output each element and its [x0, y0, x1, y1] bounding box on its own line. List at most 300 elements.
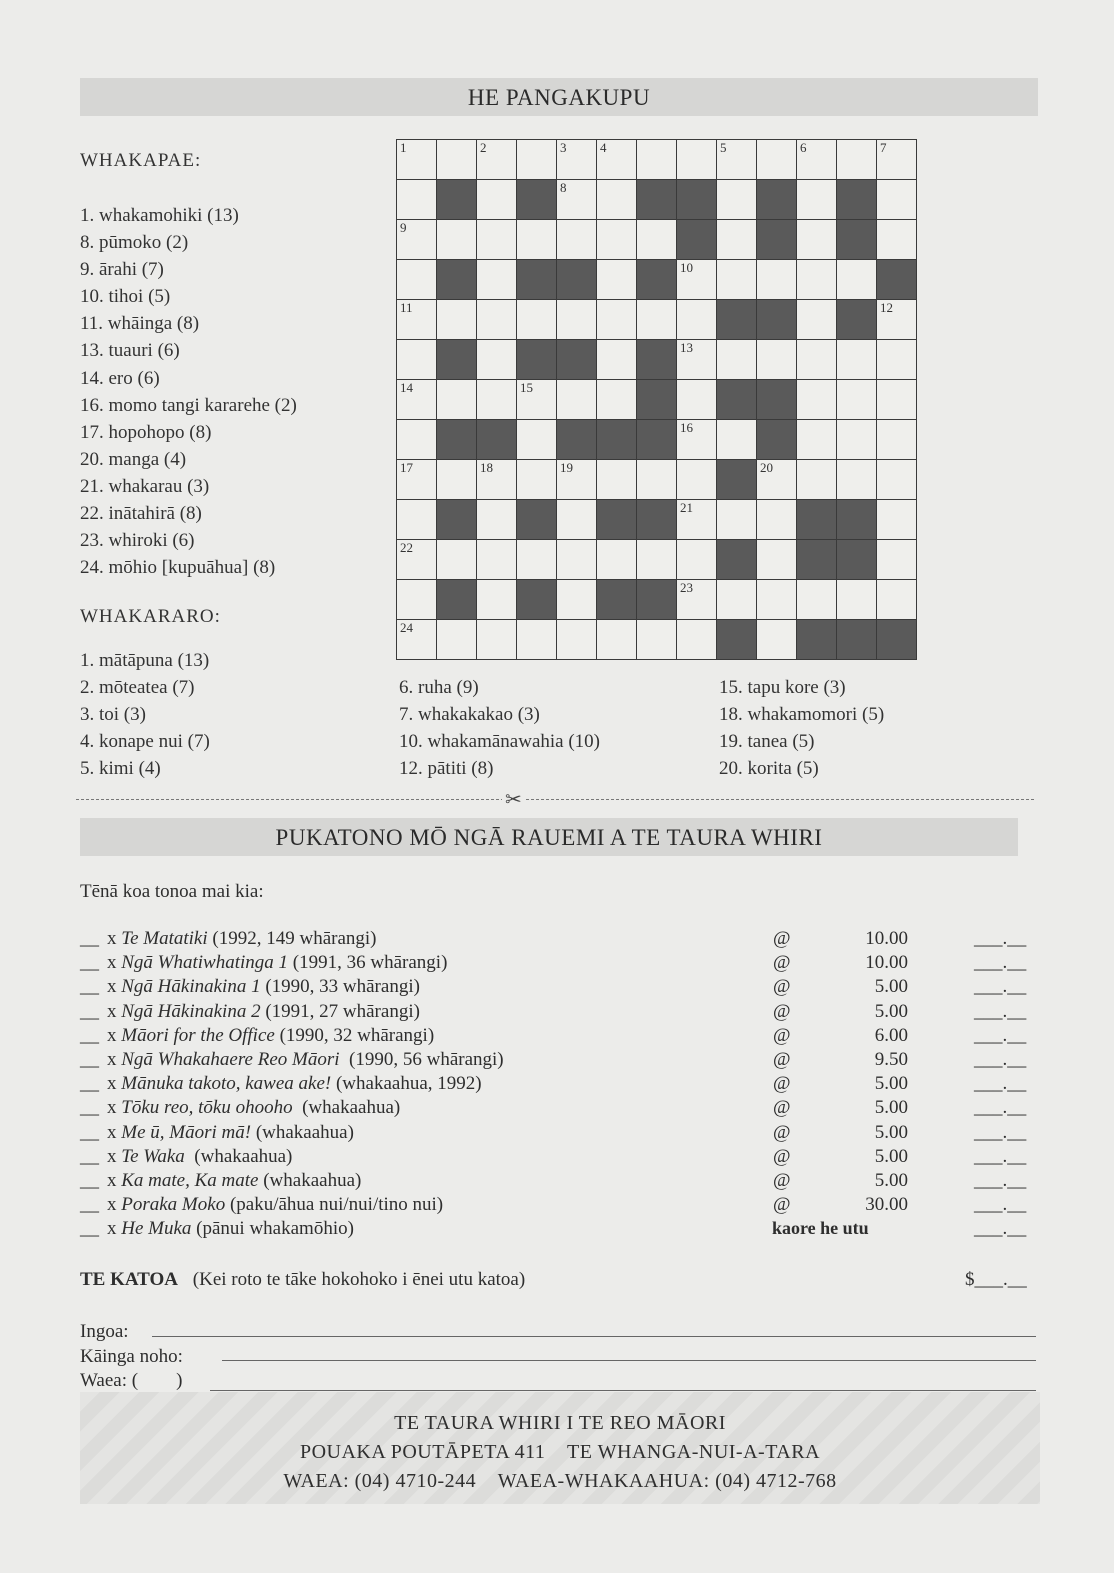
grid-cell[interactable] — [396, 259, 437, 300]
quantity-field[interactable]: __ — [80, 1097, 99, 1119]
grid-cell[interactable] — [516, 619, 557, 660]
footer-address-block — [80, 1392, 1040, 1504]
grid-block — [476, 419, 517, 460]
grid-cell[interactable] — [556, 579, 597, 620]
grid-block — [516, 499, 557, 540]
grid-cell[interactable] — [836, 379, 877, 420]
quantity-field[interactable]: __ — [80, 1049, 99, 1070]
line-total-field[interactable]: ___.__ — [974, 1145, 1027, 1167]
line-total-field[interactable]: ___.__ — [974, 1097, 1027, 1119]
grid-cell[interactable] — [396, 299, 437, 340]
clue-number: 17 — [400, 460, 413, 475]
down-clue: 20. korita (5) — [719, 758, 819, 780]
grid-block — [796, 539, 837, 580]
grid-cell[interactable] — [796, 259, 837, 300]
times-sign: x — [107, 928, 122, 949]
down-clue-column-1 — [80, 647, 210, 782]
clue-number: 11 — [400, 300, 413, 315]
across-clue: 1. whakamohiki (13) — [80, 205, 239, 226]
clue-number: 7 — [880, 140, 887, 155]
name-field[interactable] — [152, 1336, 1036, 1337]
grid-block — [716, 619, 757, 660]
grid-cell[interactable] — [476, 139, 517, 180]
grid-cell[interactable] — [556, 299, 597, 340]
item-detail: (1991, 27 whārangi) — [260, 1000, 420, 1022]
grid-cell[interactable] — [796, 379, 837, 420]
order-item-row — [80, 976, 1040, 1000]
item-price: 9.50 — [874, 1049, 908, 1070]
item-price: 30.00 — [865, 1194, 908, 1216]
order-item-row — [80, 952, 1040, 976]
clue-number: 24 — [400, 620, 413, 635]
grid-cell[interactable] — [636, 539, 677, 580]
grid-block — [836, 499, 877, 540]
grid-cell[interactable] — [516, 379, 557, 420]
grid-block — [796, 499, 837, 540]
line-total-field[interactable]: ___.__ — [974, 928, 1027, 949]
item-title: Poraka Moko — [121, 1194, 226, 1216]
item-price: 5.00 — [874, 1073, 908, 1095]
at-sign: @ — [773, 952, 791, 974]
grid-cell[interactable] — [396, 379, 437, 420]
quantity-field[interactable]: __ — [80, 1145, 99, 1167]
grid-cell[interactable] — [876, 459, 917, 500]
item-title: Me ū, Māori mā! — [121, 1121, 252, 1143]
grid-cell[interactable] — [596, 459, 637, 500]
grid-cell[interactable] — [396, 179, 437, 220]
at-sign: @ — [773, 1024, 791, 1046]
grid-cell[interactable] — [796, 339, 837, 380]
quantity-field[interactable]: __ — [80, 1218, 99, 1240]
item-detail: (1990, 33 whārangi) — [260, 976, 420, 998]
grid-cell[interactable] — [516, 219, 557, 260]
grid-cell[interactable] — [836, 419, 877, 460]
grid-cell[interactable] — [836, 339, 877, 380]
grid-cell[interactable] — [516, 459, 557, 500]
grid-cell[interactable] — [436, 459, 477, 500]
line-total-field[interactable]: ___.__ — [974, 1024, 1027, 1046]
grid-cell[interactable] — [676, 139, 717, 180]
grid-cell[interactable] — [756, 499, 797, 540]
grid-cell[interactable] — [756, 259, 797, 300]
at-sign: @ — [773, 1000, 791, 1022]
grid-cell[interactable] — [436, 219, 477, 260]
order-item-row — [80, 1073, 1040, 1097]
clue-number: 15 — [520, 380, 533, 395]
grid-cell[interactable] — [436, 539, 477, 580]
quantity-field[interactable]: __ — [80, 1194, 99, 1216]
grid-cell[interactable] — [436, 139, 477, 180]
order-intro: Tēnā koa tonoa mai kia: — [80, 881, 264, 902]
across-clue: 9. ārahi (7) — [80, 259, 164, 281]
address-field[interactable] — [222, 1360, 1036, 1361]
grid-block — [516, 179, 557, 220]
grid-cell[interactable] — [796, 179, 837, 220]
grid-cell[interactable] — [596, 379, 637, 420]
clue-number: 13 — [680, 340, 693, 355]
across-clue: 8. pūmoko (2) — [80, 232, 189, 254]
grid-cell[interactable] — [836, 459, 877, 500]
grid-cell[interactable] — [636, 459, 677, 500]
item-detail: (whakaahua) — [292, 1097, 401, 1119]
clue-number: 6 — [800, 140, 807, 155]
grid-block — [756, 419, 797, 460]
grid-cell[interactable] — [436, 619, 477, 660]
grid-cell[interactable] — [676, 499, 717, 540]
grid-block — [436, 339, 477, 380]
quantity-field[interactable]: __ — [80, 1000, 99, 1022]
grid-block — [436, 179, 477, 220]
grid-cell[interactable] — [396, 579, 437, 620]
grid-cell[interactable] — [876, 539, 917, 580]
at-sign: @ — [773, 1121, 791, 1143]
grid-cell[interactable] — [476, 219, 517, 260]
grid-cell[interactable] — [876, 179, 917, 220]
clue-number: 21 — [680, 500, 693, 515]
grid-cell[interactable] — [596, 219, 637, 260]
item-price: 5.00 — [874, 1170, 908, 1191]
order-item-row — [80, 1218, 1040, 1242]
grid-cell[interactable] — [556, 539, 597, 580]
clue-number: 12 — [880, 300, 893, 315]
grid-block — [556, 259, 597, 300]
quantity-field[interactable]: __ — [80, 952, 99, 974]
grid-cell[interactable] — [556, 499, 597, 540]
grid-cell[interactable] — [556, 379, 597, 420]
down-clue: 4. konape nui (7) — [80, 731, 210, 753]
grid-cell[interactable] — [756, 579, 797, 620]
grid-cell[interactable] — [876, 139, 917, 180]
footer-org-name: TE TAURA WHIRI I TE REO MĀORI — [394, 1412, 726, 1434]
across-clue: 14. ero (6) — [80, 367, 160, 389]
line-total-field[interactable]: ___.__ — [974, 1170, 1027, 1191]
free-label: kaore he utu — [772, 1218, 869, 1239]
grid-block — [436, 499, 477, 540]
total-amount-field[interactable]: $___.__ — [965, 1269, 1027, 1290]
grid-cell[interactable] — [396, 539, 437, 580]
grid-cell[interactable] — [876, 339, 917, 380]
grid-block — [716, 379, 757, 420]
item-detail: (whakaahua) — [251, 1121, 354, 1143]
grid-cell[interactable] — [636, 619, 677, 660]
item-title: Māori for the Office — [121, 1024, 275, 1046]
grid-cell[interactable] — [796, 579, 837, 620]
clue-number: 4 — [600, 140, 607, 155]
phone-label: Waea: ( ) — [80, 1370, 183, 1391]
item-price: 10.00 — [865, 952, 908, 974]
grid-cell[interactable] — [596, 619, 637, 660]
grid-cell[interactable] — [836, 259, 877, 300]
grid-cell[interactable] — [596, 339, 637, 380]
grid-cell[interactable] — [556, 459, 597, 500]
cut-line — [76, 799, 1034, 800]
grid-cell[interactable] — [476, 539, 517, 580]
grid-cell[interactable] — [676, 539, 717, 580]
footer-phone-fax: WAEA: (04) 4710-244 WAEA-WHAKAAHUA: (04) 4712-768 — [283, 1470, 837, 1492]
grid-cell[interactable] — [796, 459, 837, 500]
grid-block — [676, 179, 717, 220]
grid-block — [556, 419, 597, 460]
grid-cell[interactable] — [836, 579, 877, 620]
grid-cell[interactable] — [516, 299, 557, 340]
grid-cell[interactable] — [396, 499, 437, 540]
item-detail: (pānui whakamōhio) — [191, 1218, 354, 1240]
grid-block — [556, 339, 597, 380]
grid-block — [676, 219, 717, 260]
grid-block — [756, 179, 797, 220]
grid-cell[interactable] — [716, 419, 757, 460]
grid-cell[interactable] — [516, 139, 557, 180]
item-price: 5.00 — [874, 1145, 908, 1167]
grid-cell[interactable] — [756, 539, 797, 580]
phone-field[interactable] — [210, 1390, 1036, 1391]
grid-cell[interactable] — [756, 619, 797, 660]
grid-block — [516, 579, 557, 620]
grid-block — [716, 299, 757, 340]
address-label: Kāinga noho: — [80, 1346, 183, 1367]
grid-cell[interactable] — [676, 339, 717, 380]
grid-cell[interactable] — [476, 339, 517, 380]
grid-cell[interactable] — [676, 299, 717, 340]
grid-cell[interactable] — [676, 419, 717, 460]
item-price: 10.00 — [865, 928, 908, 949]
item-price: 5.00 — [874, 976, 908, 998]
times-sign: x — [107, 952, 122, 974]
down-heading: WHAKARARO: — [80, 606, 221, 627]
grid-block — [636, 499, 677, 540]
grid-block — [836, 219, 877, 260]
grid-cell[interactable] — [676, 379, 717, 420]
times-sign: x — [107, 1121, 122, 1143]
grid-cell[interactable] — [716, 499, 757, 540]
grid-cell[interactable] — [796, 299, 837, 340]
grid-block — [836, 299, 877, 340]
grid-cell[interactable] — [596, 139, 637, 180]
grid-block — [636, 259, 677, 300]
grid-cell[interactable] — [396, 459, 437, 500]
at-sign: @ — [773, 1073, 791, 1095]
down-clue: 10. whakamānawahia (10) — [399, 731, 601, 753]
clue-number: 2 — [480, 140, 487, 155]
times-sign: x — [107, 1097, 122, 1119]
times-sign: x — [107, 1145, 122, 1167]
grid-cell[interactable] — [476, 299, 517, 340]
grid-cell[interactable] — [876, 299, 917, 340]
grid-block — [516, 259, 557, 300]
grid-cell[interactable] — [836, 139, 877, 180]
grid-cell[interactable] — [516, 539, 557, 580]
grid-cell[interactable] — [476, 179, 517, 220]
grid-cell[interactable] — [716, 139, 757, 180]
item-detail: (1990, 56 whārangi) — [339, 1049, 504, 1070]
item-price: 5.00 — [874, 1097, 908, 1119]
grid-cell[interactable] — [756, 139, 797, 180]
down-clue: 2. mōteatea (7) — [80, 677, 195, 699]
clue-number: 5 — [720, 140, 727, 155]
grid-cell[interactable] — [556, 139, 597, 180]
clue-number: 19 — [560, 460, 573, 475]
clue-number: 20 — [760, 460, 773, 475]
grid-block — [836, 539, 877, 580]
grid-block — [516, 339, 557, 380]
order-item-row — [80, 1122, 1040, 1146]
grid-cell[interactable] — [596, 539, 637, 580]
item-price: 6.00 — [874, 1024, 908, 1046]
grid-cell[interactable] — [516, 419, 557, 460]
item-title: Ngā Whatiwhatinga 1 — [121, 952, 289, 974]
times-sign: x — [107, 1218, 122, 1240]
grid-cell[interactable] — [476, 379, 517, 420]
grid-cell[interactable] — [876, 379, 917, 420]
across-clue-list — [80, 202, 297, 581]
grid-cell[interactable] — [876, 219, 917, 260]
grid-cell[interactable] — [676, 459, 717, 500]
grid-block — [876, 619, 917, 660]
grid-cell[interactable] — [556, 619, 597, 660]
grid-cell[interactable] — [436, 379, 477, 420]
grid-block — [636, 579, 677, 620]
grid-cell[interactable] — [676, 259, 717, 300]
grid-block — [876, 259, 917, 300]
across-clue: 10. tihoi (5) — [80, 286, 171, 308]
grid-cell[interactable] — [396, 339, 437, 380]
clue-number: 8 — [560, 180, 567, 195]
name-label: Ingoa: — [80, 1321, 129, 1342]
scissors-icon: ✂ — [502, 787, 525, 812]
grid-cell[interactable] — [676, 619, 717, 660]
item-detail: (whakaahua) — [184, 1145, 293, 1167]
item-title: Ngā Hākinakina 2 — [121, 1000, 261, 1022]
item-detail: (paku/āhua nui/nui/tino nui) — [225, 1194, 444, 1216]
grid-block — [756, 299, 797, 340]
grid-cell[interactable] — [636, 219, 677, 260]
grid-cell[interactable] — [676, 579, 717, 620]
order-heading: PUKATONO MŌ NGĀ RAUEMI A TE TAURA WHIRI — [80, 818, 1018, 856]
grid-cell[interactable] — [596, 179, 637, 220]
grid-cell[interactable] — [716, 339, 757, 380]
order-item-row — [80, 1097, 1040, 1121]
grid-cell[interactable] — [796, 419, 837, 460]
grid-cell[interactable] — [596, 259, 637, 300]
times-sign: x — [107, 1170, 122, 1191]
grid-cell[interactable] — [396, 419, 437, 460]
clue-number: 9 — [400, 220, 407, 235]
grid-cell[interactable] — [796, 139, 837, 180]
clue-number: 1 — [400, 140, 407, 155]
across-clue: 13. tuauri (6) — [80, 340, 180, 362]
times-sign: x — [107, 1073, 122, 1095]
grid-cell[interactable] — [876, 579, 917, 620]
crossword-heading: HE PANGAKUPU — [80, 78, 1038, 116]
grid-cell[interactable] — [636, 139, 677, 180]
grid-cell[interactable] — [396, 619, 437, 660]
quantity-field[interactable]: __ — [80, 1024, 99, 1046]
down-clue: 1. mātāpuna (13) — [80, 650, 210, 671]
grid-cell[interactable] — [716, 219, 757, 260]
quantity-field[interactable]: __ — [80, 1121, 99, 1143]
line-total-field[interactable]: ___.__ — [974, 1121, 1027, 1143]
grid-cell[interactable] — [396, 139, 437, 180]
grid-cell[interactable] — [436, 299, 477, 340]
total-note: (Kei roto te tāke hokohoko i ēnei utu katoa) — [192, 1269, 526, 1290]
grid-cell[interactable] — [556, 179, 597, 220]
at-sign: @ — [773, 976, 791, 998]
grid-block — [436, 579, 477, 620]
order-item-row — [80, 1194, 1040, 1218]
line-total-field[interactable]: ___.__ — [974, 952, 1027, 974]
grid-cell[interactable] — [476, 579, 517, 620]
item-title: Mānuka takoto, kawea ake! — [121, 1073, 332, 1095]
grid-cell[interactable] — [476, 259, 517, 300]
line-total-field[interactable]: ___.__ — [974, 1194, 1027, 1216]
item-detail: (1992, 149 whārangi) — [207, 928, 377, 949]
grid-cell[interactable] — [396, 219, 437, 260]
line-total-field[interactable]: ___.__ — [974, 1049, 1027, 1070]
order-item-row — [80, 1001, 1040, 1025]
grid-cell[interactable] — [476, 619, 517, 660]
grid-cell[interactable] — [876, 419, 917, 460]
clue-number: 16 — [680, 420, 693, 435]
down-clue: 6. ruha (9) — [399, 677, 479, 698]
item-price: 5.00 — [874, 1000, 908, 1022]
grid-cell[interactable] — [716, 179, 757, 220]
grid-cell[interactable] — [796, 219, 837, 260]
grid-cell[interactable] — [476, 459, 517, 500]
grid-cell[interactable] — [596, 299, 637, 340]
total-label: TE KATOA — [80, 1269, 179, 1290]
at-sign: @ — [773, 1194, 791, 1216]
down-clue: 7. whakakakao (3) — [399, 704, 540, 726]
down-clue: 19. tanea (5) — [719, 731, 815, 753]
quantity-field[interactable]: __ — [80, 976, 99, 998]
order-item-row — [80, 1170, 1040, 1194]
grid-cell[interactable] — [756, 339, 797, 380]
grid-cell[interactable] — [476, 499, 517, 540]
line-total-field[interactable]: ___.__ — [974, 1000, 1027, 1022]
times-sign: x — [107, 1024, 122, 1046]
across-clue: 24. mōhio [kupuāhua] (8) — [80, 557, 276, 579]
line-total-field[interactable]: ___.__ — [974, 1218, 1027, 1240]
across-clue: 16. momo tangi kararehe (2) — [80, 394, 297, 416]
grid-cell[interactable] — [876, 499, 917, 540]
grid-cell[interactable] — [716, 259, 757, 300]
grid-cell[interactable] — [756, 459, 797, 500]
clue-number: 18 — [480, 460, 493, 475]
grid-cell[interactable] — [556, 219, 597, 260]
quantity-field[interactable]: __ — [80, 1073, 99, 1095]
order-item-row — [80, 1146, 1040, 1170]
grid-block — [636, 179, 677, 220]
item-title: He Muka — [121, 1218, 192, 1240]
grid-block — [836, 179, 877, 220]
quantity-field[interactable]: __ — [80, 1170, 99, 1191]
crossword-grid — [396, 139, 916, 659]
clue-number: 23 — [680, 580, 693, 595]
quantity-field[interactable]: __ — [80, 928, 99, 949]
total-row — [80, 1269, 1040, 1291]
line-total-field[interactable]: ___.__ — [974, 976, 1027, 998]
grid-cell[interactable] — [636, 299, 677, 340]
grid-cell[interactable] — [716, 579, 757, 620]
item-title: Ka mate, Ka mate — [121, 1170, 259, 1191]
item-detail: (whakaahua, 1992) — [331, 1073, 482, 1095]
line-total-field[interactable]: ___.__ — [974, 1073, 1027, 1095]
down-clue: 5. kimi (4) — [80, 758, 161, 780]
grid-block — [756, 219, 797, 260]
item-detail: (1991, 36 whārangi) — [288, 952, 448, 974]
item-title: Tōku reo, tōku ohooho — [121, 1097, 293, 1119]
item-detail: (whakaahua) — [258, 1170, 362, 1191]
